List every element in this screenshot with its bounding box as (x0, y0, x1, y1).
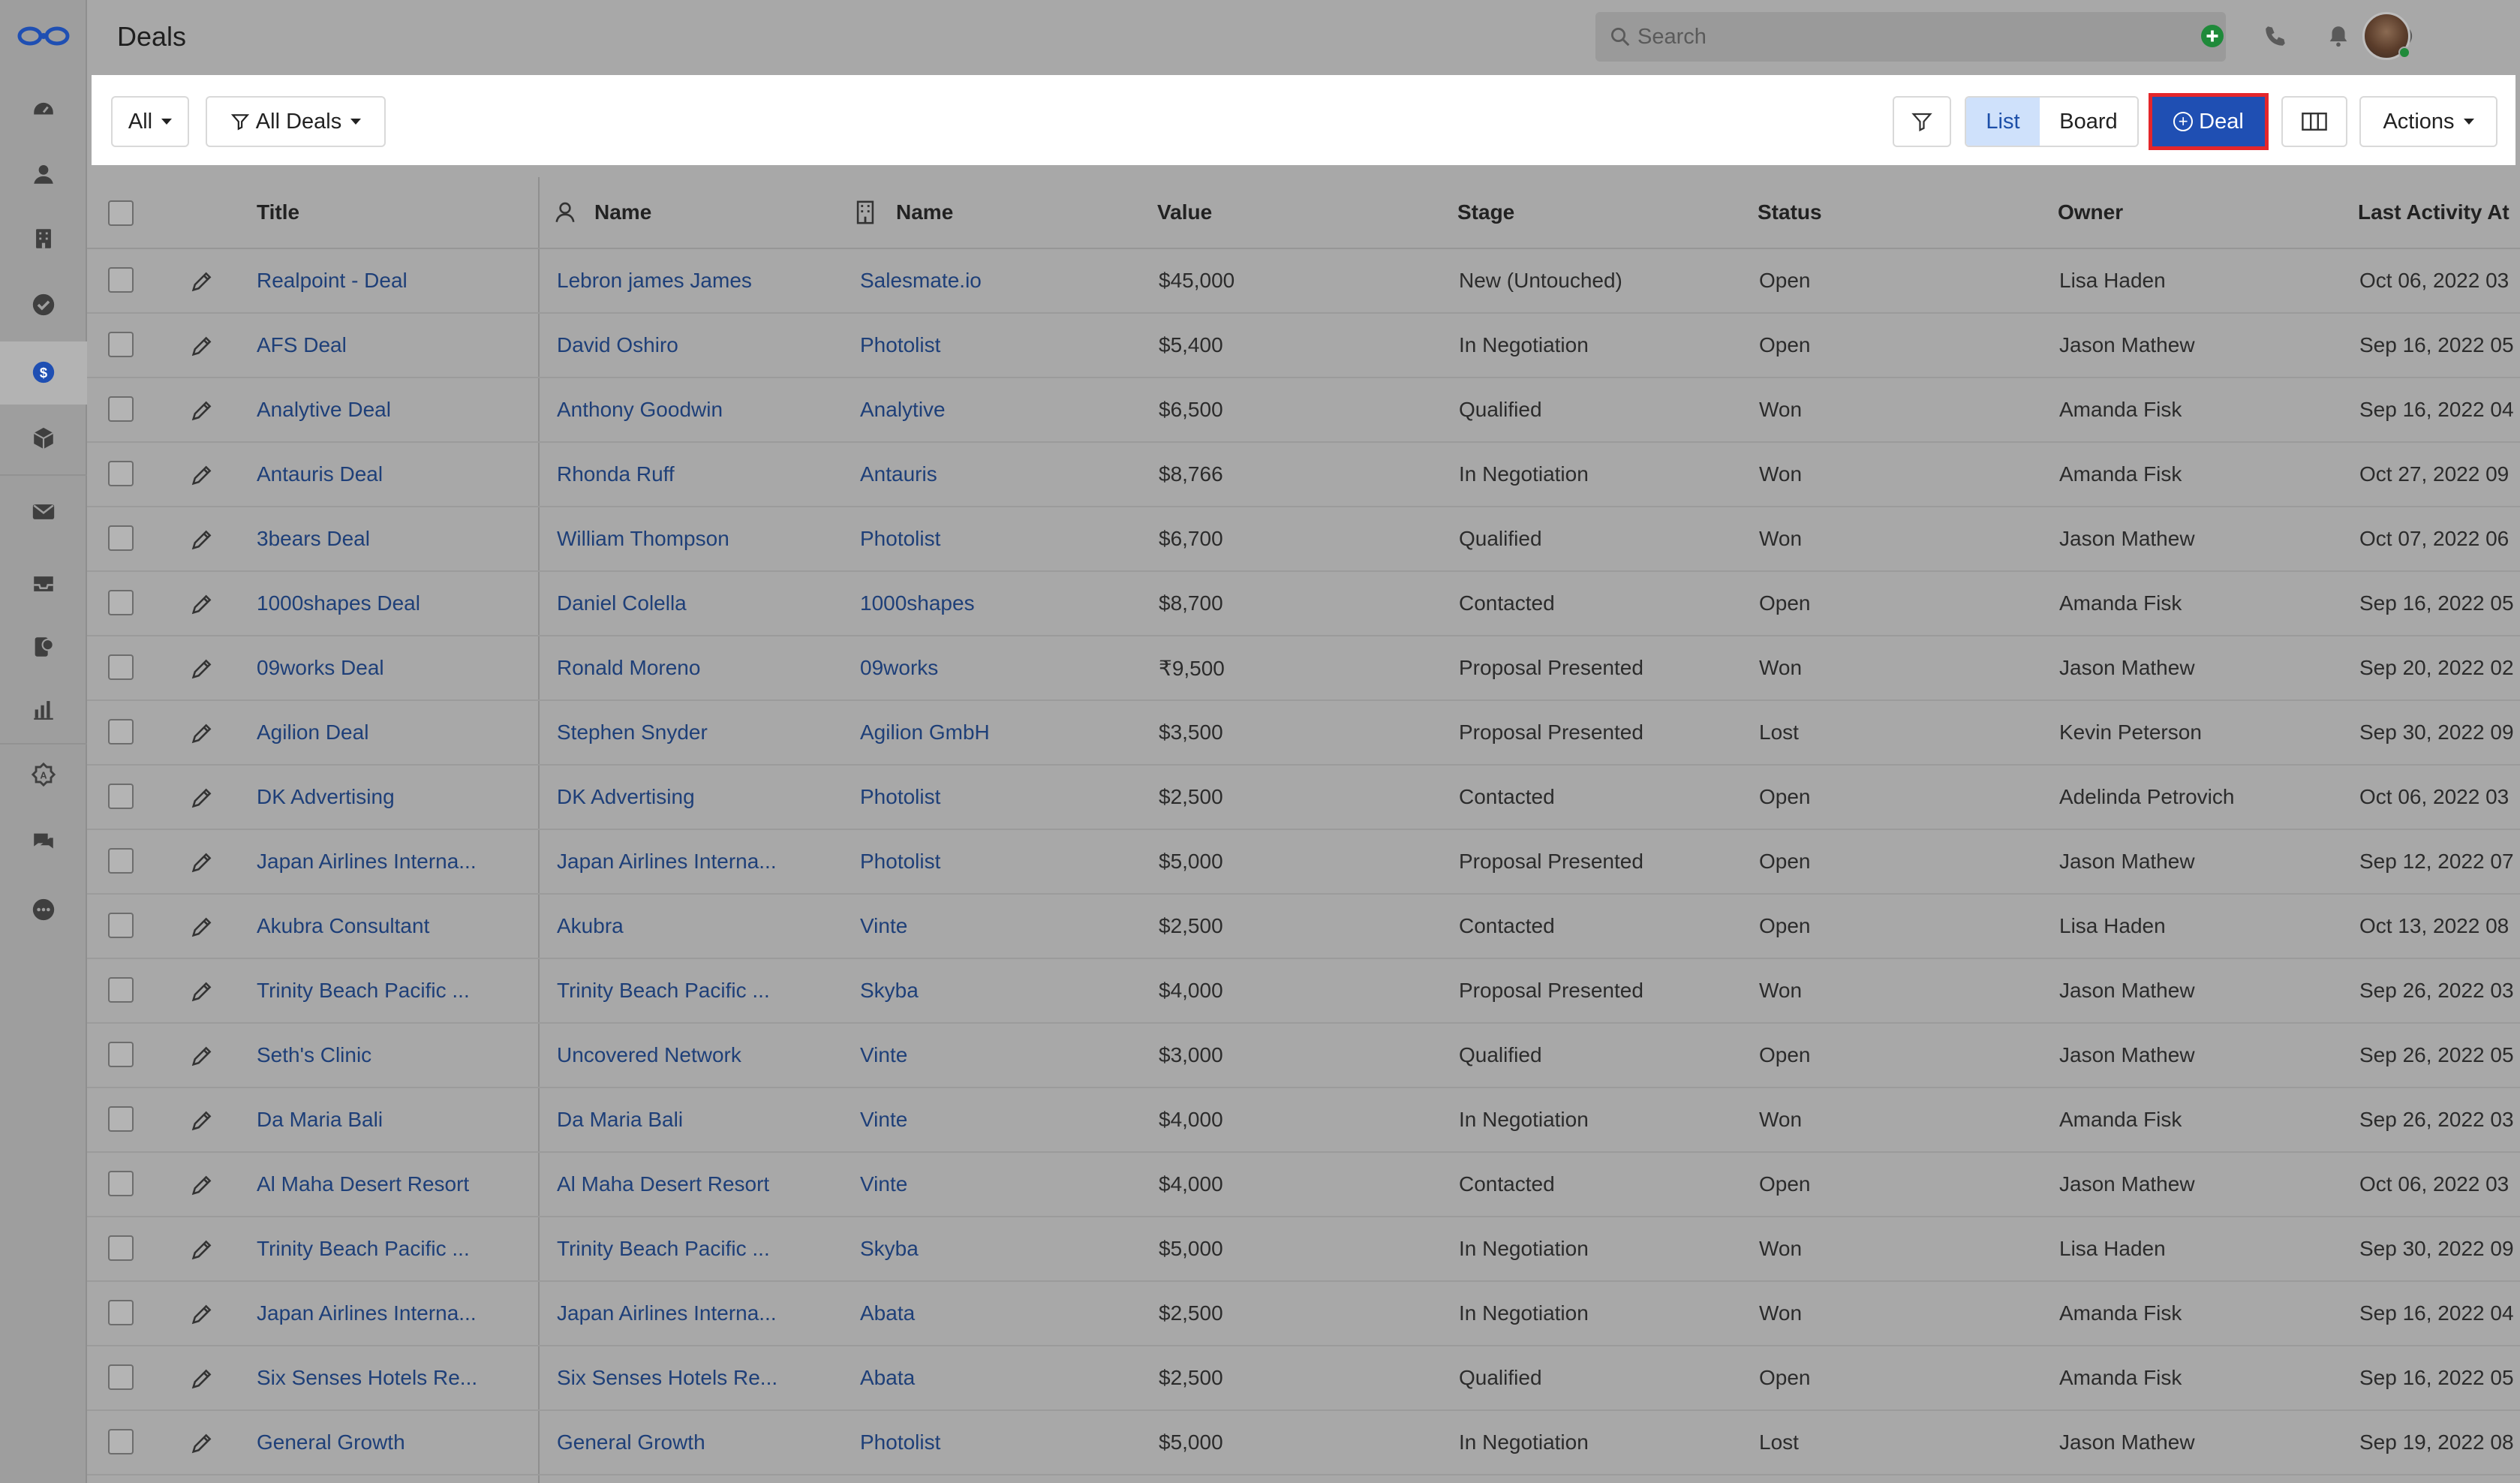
deal-owner: Jason Mathew (2059, 979, 2195, 1002)
column-header-company-label: Name (896, 200, 954, 224)
deal-title-link[interactable]: Trinity Beach Pacific ... (257, 1237, 470, 1260)
deal-stage: In Negotiation (1459, 462, 1589, 486)
last-activity: Oct 06, 2022 03 (2359, 785, 2509, 808)
contacts-icon[interactable] (29, 159, 59, 189)
last-activity: Sep 26, 2022 05 (2359, 1043, 2514, 1066)
contact-name-link[interactable]: Trinity Beach Pacific ... (557, 979, 770, 1002)
deal-owner: Adelinda Petrovich (2059, 785, 2235, 808)
contact-name-link[interactable]: David Oshiro (557, 333, 678, 356)
deal-stage: Proposal Presented (1459, 656, 1643, 679)
deal-owner: Amanda Fisk (2059, 591, 2182, 615)
automation-icon[interactable] (29, 760, 59, 790)
table-row[interactable] (87, 507, 2520, 572)
company-name-link[interactable]: Vinte (860, 1043, 908, 1066)
deal-title-link[interactable]: Japan Airlines Interna... (257, 850, 477, 873)
deal-title-link[interactable]: 1000shapes Deal (257, 591, 420, 615)
online-status-dot (2398, 47, 2410, 59)
last-activity: Sep 20, 2022 02 (2359, 656, 2514, 679)
edit-pencil-icon[interactable] (189, 979, 215, 1004)
deal-status: Open (1759, 1043, 1811, 1066)
deal-status: Open (1759, 269, 1811, 292)
table-row[interactable] (87, 701, 2520, 766)
deal-stage: Contacted (1459, 591, 1555, 615)
deal-value: $8,700 (1159, 591, 1223, 615)
deals-toolbar (92, 75, 2515, 165)
company-name-link[interactable]: Photolist (860, 333, 941, 356)
deal-status: Open (1759, 914, 1811, 937)
contact-name-link[interactable]: William Thompson (557, 527, 729, 550)
deal-value: $2,500 (1159, 1366, 1223, 1389)
deal-value: $8,766 (1159, 462, 1223, 486)
deal-status: Won (1759, 462, 1803, 486)
company-name-link[interactable]: Photolist (860, 850, 941, 873)
last-activity: Sep 16, 2022 05 (2359, 1366, 2514, 1389)
table-row[interactable] (87, 766, 2520, 830)
logo-icon[interactable] (17, 21, 71, 51)
deal-value: ₹9,500 (1159, 656, 1225, 680)
board-view-button[interactable]: Board (2040, 98, 2137, 146)
add-deal-label: Deal (2199, 109, 2244, 134)
row-checkbox[interactable] (108, 1106, 134, 1132)
row-checkbox[interactable] (108, 332, 134, 357)
contact-name-link[interactable]: Akubra (557, 914, 624, 937)
scope-filter-label: All (128, 109, 153, 134)
table-row[interactable] (87, 1217, 2520, 1282)
table-row[interactable] (87, 959, 2520, 1024)
page-title: Deals (117, 21, 187, 52)
edit-pencil-icon[interactable] (189, 591, 215, 617)
deal-title-link[interactable]: 09works Deal (257, 656, 384, 679)
column-header-company-name[interactable] (854, 177, 953, 248)
deal-value: $5,000 (1159, 1430, 1223, 1454)
deal-stage: Qualified (1459, 1043, 1542, 1066)
row-checkbox[interactable] (108, 654, 134, 680)
contact-name-link[interactable]: Japan Airlines Interna... (557, 1301, 777, 1325)
table-row[interactable] (87, 572, 2520, 636)
deal-title-link[interactable]: Six Senses Hotels Re... (257, 1366, 478, 1389)
deal-owner: Kevin Peterson (2059, 720, 2202, 744)
building-icon (854, 200, 877, 225)
deal-stage: Contacted (1459, 785, 1555, 808)
deal-value: $4,000 (1159, 1172, 1223, 1196)
edit-pencil-icon[interactable] (189, 527, 215, 552)
deal-owner: Jason Mathew (2059, 656, 2195, 679)
company-name-link[interactable]: 1000shapes (860, 591, 975, 615)
contact-name-link[interactable]: Trinity Beach Pacific ... (557, 1237, 770, 1260)
company-name-link[interactable]: Analytive (860, 398, 946, 421)
svg-text:A: A (40, 769, 47, 781)
deal-owner: Lisa Haden (2059, 914, 2166, 937)
bell-icon[interactable] (2323, 21, 2353, 51)
search-placeholder: Search (1637, 24, 1707, 49)
contact-name-link[interactable]: General Growth (557, 1430, 705, 1454)
deal-title-link[interactable]: Al Maha Desert Resort (257, 1172, 470, 1196)
deal-title-link[interactable]: Japan Airlines Interna... (257, 1301, 477, 1325)
deal-value: $5,000 (1159, 1237, 1223, 1260)
deal-title-link[interactable]: Antauris Deal (257, 462, 383, 486)
deal-value: $3,000 (1159, 1043, 1223, 1066)
column-header-stage[interactable]: Stage (1457, 200, 1515, 224)
table-row[interactable] (87, 636, 2520, 701)
deal-stage: Proposal Presented (1459, 850, 1643, 873)
top-header (87, 0, 2520, 75)
row-checkbox[interactable] (108, 848, 134, 874)
plus-circle-icon: + (2173, 112, 2193, 131)
deal-value: $6,500 (1159, 398, 1223, 421)
deal-title-link[interactable]: 3bears Deal (257, 527, 370, 550)
table-row[interactable] (87, 1153, 2520, 1217)
contact-name-link[interactable]: Six Senses Hotels Re... (557, 1366, 778, 1389)
last-activity: Sep 26, 2022 03 (2359, 1108, 2514, 1131)
scope-filter-dropdown[interactable] (111, 96, 189, 147)
last-activity: Sep 16, 2022 04 (2359, 1301, 2514, 1325)
column-header-contact-label: Name (594, 200, 652, 224)
deal-owner: Amanda Fisk (2059, 1366, 2182, 1389)
row-checkbox[interactable] (108, 525, 134, 551)
deal-title-link[interactable]: Da Maria Bali (257, 1108, 383, 1131)
row-checkbox[interactable] (108, 461, 134, 486)
list-view-button[interactable]: List (1966, 98, 2040, 146)
row-checkbox[interactable] (108, 1171, 134, 1196)
deal-stage: In Negotiation (1459, 333, 1589, 356)
company-name-link[interactable]: Vinte (860, 914, 908, 937)
deal-value: $45,000 (1159, 269, 1235, 292)
deal-status: Open (1759, 333, 1811, 356)
edit-pencil-icon[interactable] (189, 914, 215, 940)
row-checkbox[interactable] (108, 719, 134, 745)
table-row[interactable] (87, 1024, 2520, 1088)
more-icon[interactable] (29, 895, 59, 925)
filter-icon (230, 112, 250, 131)
contact-name-link[interactable]: Lebron james James (557, 269, 752, 292)
sequences-icon[interactable] (29, 632, 59, 662)
deal-stage: Qualified (1459, 398, 1542, 421)
row-checkbox[interactable] (108, 267, 134, 293)
contact-name-link[interactable]: Anthony Goodwin (557, 398, 723, 421)
edit-pencil-icon[interactable] (189, 1043, 215, 1069)
deal-owner: Lisa Haden (2059, 269, 2166, 292)
contact-name-link[interactable]: Ronald Moreno (557, 656, 701, 679)
deal-stage: New (Untouched) (1459, 269, 1622, 292)
deal-stage: In Negotiation (1459, 1301, 1589, 1325)
last-activity: Sep 16, 2022 04 (2359, 398, 2514, 421)
deal-stage: Contacted (1459, 1172, 1555, 1196)
table-row[interactable] (87, 443, 2520, 507)
deal-owner: Jason Mathew (2059, 527, 2195, 550)
edit-pencil-icon[interactable] (189, 785, 215, 811)
search-icon (1609, 26, 1631, 48)
table-row[interactable] (87, 1411, 2520, 1475)
contact-name-link[interactable]: Daniel Colella (557, 591, 687, 615)
deal-value: $2,500 (1159, 785, 1223, 808)
last-activity: Sep 19, 2022 08 (2359, 1430, 2514, 1454)
deal-title-link[interactable]: Trinity Beach Pacific ... (257, 979, 470, 1002)
row-checkbox[interactable] (108, 784, 134, 809)
last-activity: Oct 06, 2022 03 (2359, 1172, 2509, 1196)
company-name-link[interactable]: Photolist (860, 527, 941, 550)
chevron-down-icon (2464, 119, 2474, 125)
deal-stage: In Negotiation (1459, 1108, 1589, 1131)
edit-pencil-icon[interactable] (189, 1366, 215, 1391)
deal-owner: Amanda Fisk (2059, 1301, 2182, 1325)
sidebar (0, 0, 87, 1483)
view-filter-dropdown[interactable] (206, 96, 386, 147)
company-name-link[interactable]: Agilion GmbH (860, 720, 990, 744)
add-deal-highlight (2149, 93, 2269, 150)
add-deal-button[interactable] (2152, 97, 2265, 146)
deal-owner: Jason Mathew (2059, 1043, 2195, 1066)
company-name-link[interactable]: Abata (860, 1366, 916, 1389)
row-checkbox[interactable] (108, 396, 134, 422)
columns-button[interactable] (2281, 96, 2347, 147)
deal-title-link[interactable]: Analytive Deal (257, 398, 391, 421)
table-body (87, 249, 2520, 1475)
actions-label: Actions (2383, 109, 2455, 134)
search-input[interactable] (1595, 12, 2226, 62)
company-name-link[interactable]: Photolist (860, 785, 941, 808)
company-name-link[interactable]: Skyba (860, 979, 919, 1002)
deal-value: $5,400 (1159, 333, 1223, 356)
chat-icon[interactable] (29, 827, 59, 857)
deal-stage: In Negotiation (1459, 1430, 1589, 1454)
deal-value: $4,000 (1159, 979, 1223, 1002)
table-row[interactable] (87, 1088, 2520, 1153)
view-filter-label: All Deals (255, 109, 342, 134)
deal-status: Lost (1759, 720, 1799, 744)
dashboard-icon[interactable] (29, 93, 59, 123)
deal-title-link[interactable]: DK Advertising (257, 785, 395, 808)
table-header (87, 177, 2520, 249)
last-activity: Oct 07, 2022 06 (2359, 527, 2509, 550)
column-header-title[interactable]: Title (257, 200, 300, 224)
last-activity: Oct 27, 2022 09 (2359, 462, 2509, 486)
row-checkbox[interactable] (108, 1235, 134, 1261)
deal-title-link[interactable]: Akubra Consultant (257, 914, 430, 937)
deal-stage: Contacted (1459, 914, 1555, 937)
add-icon[interactable] (2197, 21, 2227, 51)
contact-name-link[interactable]: DK Advertising (557, 785, 695, 808)
edit-pencil-icon[interactable] (189, 850, 215, 875)
actions-dropdown[interactable] (2359, 96, 2497, 147)
deals-table (87, 177, 2520, 1475)
deal-owner: Amanda Fisk (2059, 398, 2182, 421)
deal-value: $5,000 (1159, 850, 1223, 873)
deal-status: Won (1759, 398, 1803, 421)
deal-status: Open (1759, 850, 1811, 873)
company-name-link[interactable]: 09works (860, 656, 939, 679)
deal-owner: Jason Mathew (2059, 1430, 2195, 1454)
deal-value: $2,500 (1159, 1301, 1223, 1325)
tasks-icon[interactable] (29, 290, 59, 320)
edit-pencil-icon[interactable] (189, 1108, 215, 1133)
company-name-link[interactable]: Vinte (860, 1108, 908, 1131)
edit-pencil-icon[interactable] (189, 333, 215, 359)
row-checkbox[interactable] (108, 1042, 134, 1067)
select-all-checkbox[interactable] (108, 200, 134, 226)
column-header-last-activity[interactable]: Last Activity At (2358, 200, 2509, 224)
person-icon (552, 200, 578, 225)
edit-pencil-icon[interactable] (189, 269, 215, 294)
email-icon[interactable] (29, 497, 59, 527)
inbox-icon[interactable] (29, 569, 59, 599)
contact-name-link[interactable]: Da Maria Bali (557, 1108, 684, 1131)
column-header-value[interactable]: Value (1157, 200, 1213, 224)
contact-name-link[interactable]: Al Maha Desert Resort (557, 1172, 770, 1196)
contact-name-link[interactable]: Japan Airlines Interna... (557, 850, 777, 873)
last-activity: Sep 30, 2022 09 (2359, 1237, 2514, 1260)
company-name-link[interactable]: Salesmate.io (860, 269, 982, 292)
row-checkbox[interactable] (108, 1364, 134, 1390)
company-name-link[interactable]: Photolist (860, 1430, 941, 1454)
company-name-link[interactable]: Antauris (860, 462, 937, 486)
table-row[interactable] (87, 1346, 2520, 1411)
table-row[interactable] (87, 1282, 2520, 1346)
deal-stage: Proposal Presented (1459, 979, 1643, 1002)
column-header-owner[interactable]: Owner (2058, 200, 2124, 224)
sidebar-divider (0, 743, 87, 745)
deal-status: Won (1759, 656, 1803, 679)
last-activity: Oct 13, 2022 08 (2359, 914, 2509, 937)
products-icon[interactable] (29, 423, 59, 453)
row-checkbox[interactable] (108, 1429, 134, 1454)
deal-owner: Jason Mathew (2059, 333, 2195, 356)
table-row[interactable] (87, 249, 2520, 314)
deal-status: Open (1759, 785, 1811, 808)
view-toggle (1965, 96, 2139, 147)
last-activity: Sep 30, 2022 09 (2359, 720, 2514, 744)
chevron-down-icon (350, 119, 361, 125)
deal-owner: Jason Mathew (2059, 850, 2195, 873)
deal-owner: Jason Mathew (2059, 1172, 2195, 1196)
row-checkbox[interactable] (108, 1300, 134, 1325)
deal-title-link[interactable]: Realpoint - Deal (257, 269, 407, 292)
column-header-status[interactable]: Status (1758, 200, 1822, 224)
deal-status: Won (1759, 527, 1803, 550)
last-activity: Sep 12, 2022 07 (2359, 850, 2514, 873)
deal-status: Won (1759, 1237, 1803, 1260)
company-name-link[interactable]: Skyba (860, 1237, 919, 1260)
last-activity: Oct 06, 2022 03 (2359, 269, 2509, 292)
last-activity: Sep 16, 2022 05 (2359, 591, 2514, 615)
last-activity: Sep 16, 2022 05 (2359, 333, 2514, 356)
deal-status: Open (1759, 591, 1811, 615)
deal-title-link[interactable]: General Growth (257, 1430, 405, 1454)
deal-status: Open (1759, 1172, 1811, 1196)
deal-owner: Amanda Fisk (2059, 1108, 2182, 1131)
deal-stage: Proposal Presented (1459, 720, 1643, 744)
edit-pencil-icon[interactable] (189, 1301, 215, 1327)
deal-stage: In Negotiation (1459, 1237, 1589, 1260)
filter-icon (1911, 110, 1933, 133)
deal-owner: Amanda Fisk (2059, 462, 2182, 486)
row-checkbox[interactable] (108, 913, 134, 938)
column-header-contact-name[interactable] (552, 177, 651, 248)
deal-stage: Qualified (1459, 1366, 1542, 1389)
deal-title-link[interactable]: Seth's Clinic (257, 1043, 372, 1066)
edit-pencil-icon[interactable] (189, 462, 215, 488)
deal-status: Lost (1759, 1430, 1799, 1454)
deals-icon[interactable] (29, 357, 59, 387)
company-name-link[interactable]: Vinte (860, 1172, 908, 1196)
reports-icon[interactable] (29, 693, 59, 723)
contact-name-link[interactable]: Rhonda Ruff (557, 462, 675, 486)
edit-pencil-icon[interactable] (189, 1430, 215, 1456)
row-checkbox[interactable] (108, 977, 134, 1003)
deal-value: $3,500 (1159, 720, 1223, 744)
deal-value: $6,700 (1159, 527, 1223, 550)
deal-status: Open (1759, 1366, 1811, 1389)
table-row[interactable] (87, 314, 2520, 378)
table-row[interactable] (87, 378, 2520, 443)
sidebar-divider (0, 474, 87, 476)
contact-name-link[interactable]: Stephen Snyder (557, 720, 708, 744)
deal-title-link[interactable]: AFS Deal (257, 333, 347, 356)
deal-status: Won (1759, 979, 1803, 1002)
deal-title-link[interactable]: Agilion Deal (257, 720, 369, 744)
deal-value: $2,500 (1159, 914, 1223, 937)
edit-pencil-icon[interactable] (189, 1172, 215, 1198)
last-activity: Sep 26, 2022 03 (2359, 979, 2514, 1002)
columns-icon (2301, 110, 2328, 133)
svg-text:$: $ (39, 365, 48, 381)
companies-icon[interactable] (29, 224, 59, 254)
deal-owner: Lisa Haden (2059, 1237, 2166, 1260)
deal-value: $4,000 (1159, 1108, 1223, 1131)
phone-icon[interactable] (2260, 21, 2290, 51)
table-row[interactable] (87, 830, 2520, 895)
edit-pencil-icon[interactable] (189, 1237, 215, 1262)
company-name-link[interactable]: Abata (860, 1301, 916, 1325)
edit-pencil-icon[interactable] (189, 656, 215, 681)
edit-pencil-icon[interactable] (189, 720, 215, 746)
chevron-down-icon (161, 119, 172, 125)
row-checkbox[interactable] (108, 590, 134, 615)
deal-status: Won (1759, 1108, 1803, 1131)
table-row[interactable] (87, 895, 2520, 959)
edit-pencil-icon[interactable] (189, 398, 215, 423)
deal-status: Won (1759, 1301, 1803, 1325)
deal-stage: Qualified (1459, 527, 1542, 550)
filter-button[interactable] (1893, 96, 1951, 147)
contact-name-link[interactable]: Uncovered Network (557, 1043, 741, 1066)
